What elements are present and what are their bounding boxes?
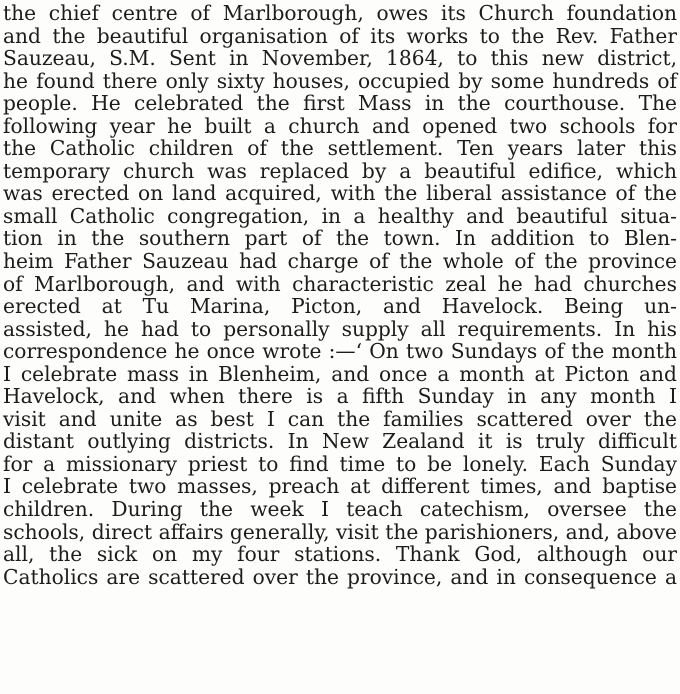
text-line-7: the Catholic children of the settlement. Ten years later this xyxy=(3,136,677,161)
text-line-9: was erected on land acquired, with the liberal assistance of the xyxy=(3,181,677,206)
text-line-18: Havelock, and when there is a fifth Sunday in any month I xyxy=(3,384,677,409)
text-line-17: I celebrate mass in Blenheim, and once a month at Picton and xyxy=(3,361,677,386)
text-line-15: assisted, he had to personally supply all requirements. In his xyxy=(3,316,677,341)
text-line-6: following year he built a church and opened two schools for xyxy=(3,113,677,138)
text-line-2: and the beautiful organisation of its works to the Rev. Father xyxy=(3,23,677,48)
text-line-10: small Catholic congregation, in a healthy and beautiful situa- xyxy=(3,203,677,228)
text-line-5: people. He celebrated the first Mass in the courthouse. The xyxy=(3,91,677,116)
text-line-26: Catholics are scattered over the province, and in consequence a xyxy=(3,564,677,589)
text-line-20: distant outlying districts. In New Zealand it is truly difficult xyxy=(3,429,677,454)
text-line-19: visit and unite as best I can the families scattered over the xyxy=(3,406,677,431)
text-line-8: temporary church was replaced by a beautiful edifice, which xyxy=(3,158,677,183)
text-line-16: correspondence he once wrote :—‘ On two Sundays of the month xyxy=(3,339,677,364)
text-line-1: the chief centre of Marlborough, owes its Church foundation xyxy=(3,1,677,25)
text-line-25: all, the sick on my four stations. Thank God, although our xyxy=(3,542,677,567)
text-line-23: children. During the week I teach catechism, oversee the xyxy=(3,497,677,522)
text-line-24: schools, direct affairs generally, visit the parishioners, and, above xyxy=(3,519,677,544)
text-line-13: of Marlborough, and with characteristic zeal he had churches xyxy=(3,271,677,296)
text-line-21: for a missionary priest to find time to be lonely. Each Sunday xyxy=(3,451,677,476)
body-text xyxy=(3,2,677,588)
text-line-4: he found there only sixty houses, occupied by some hundreds of xyxy=(3,68,677,93)
text-line-14: erected at Tu Marina, Picton, and Havelock. Being un- xyxy=(3,294,677,319)
text-line-3: Sauzeau, S.M. Sent in November, 1864, to this new district, xyxy=(3,46,677,71)
text-line-11: tion in the southern part of the town. In addition to Blen- xyxy=(3,226,677,251)
text-line-22: I celebrate two masses, preach at different times, and baptise xyxy=(3,474,677,499)
text-line-12: heim Father Sauzeau had charge of the whole of the province xyxy=(3,249,677,274)
